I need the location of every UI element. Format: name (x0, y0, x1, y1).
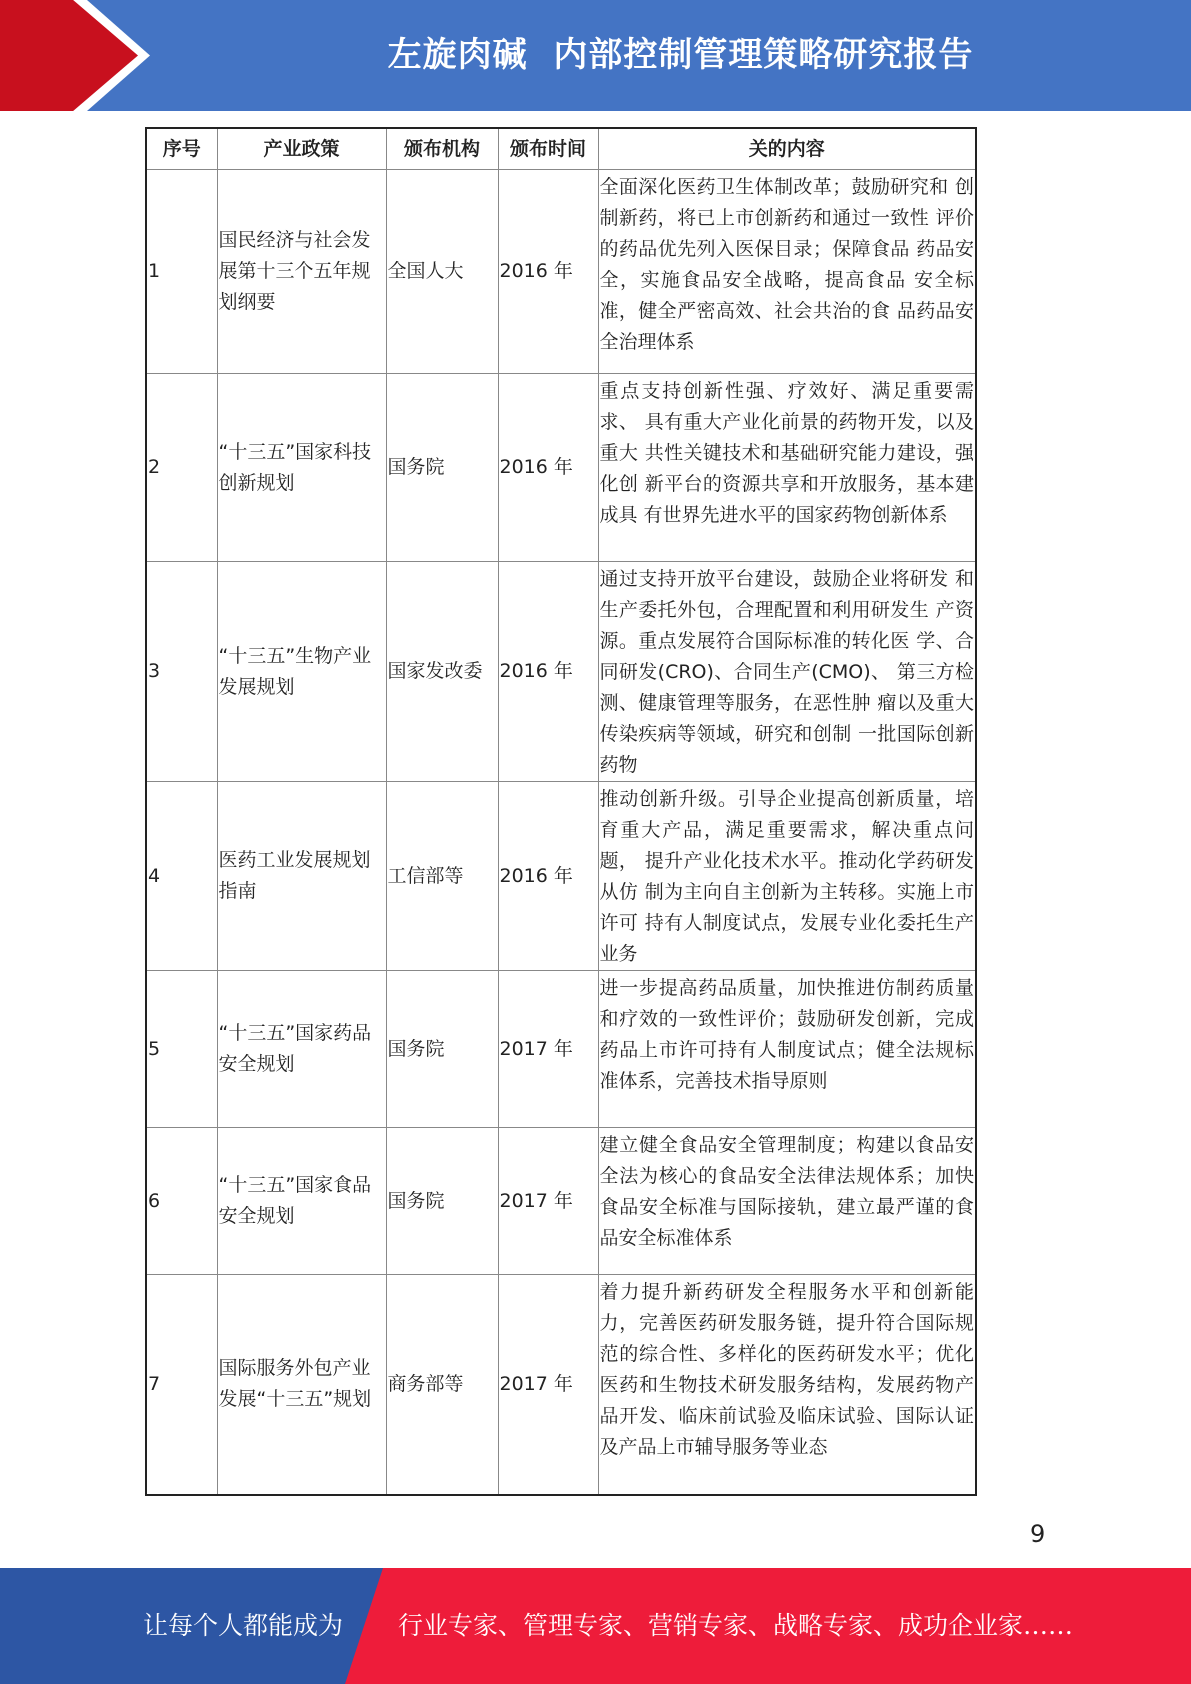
policy-table (145, 127, 977, 1496)
column-header-date: 颁布时间 (498, 128, 598, 170)
column-header-content: 关的内容 (598, 128, 976, 170)
row-agency: 国务院 (386, 971, 498, 1128)
row-index: 7 (146, 1275, 217, 1495)
row-content: 建立健全食品安全管理制度；构建以食品安 全法为核心的食品安全法律法规体系；加快 食品安全标准与国际接轨，建立最严谨的食 品安全标准体系 (598, 1128, 976, 1275)
table-header-row (146, 128, 976, 170)
page-number: 9 (1030, 1520, 1046, 1548)
table-row (146, 170, 976, 374)
row-index: 1 (146, 170, 217, 374)
header-banner (0, 0, 1191, 111)
row-agency: 国务院 (386, 1128, 498, 1275)
row-content: 推动创新升级。引导企业提高创新质量，培 育重大产品，满足重要需求，解决重点问题， 提升产业化技术水平。推动化学药研发从仿 制为主向自主创新为主转移。实施上市许可 持有人制度试点，发展专业化委托生产业务 (598, 782, 976, 971)
column-header-agency: 颁布机构 (386, 128, 498, 170)
row-policy: “十三五”国家食品安全规划 (217, 1128, 386, 1275)
row-content: 全面深化医药卫生体制改革；鼓励研究和 创制新药，将已上市创新药和通过一致性 评价的药品优先列入医保目录；保障食品 药品安全，实施食品安全战略，提高食品 安全标准，健全严密高效、社会共治的食 品药品安全治理体系 (598, 170, 976, 374)
row-date: 2017 年 (498, 1128, 598, 1275)
red-arrow-icon (0, 0, 138, 111)
row-policy: 国际服务外包产业发展“十三五”规划 (217, 1275, 386, 1495)
row-agency: 商务部等 (386, 1275, 498, 1495)
row-content: 重点支持创新性强、疗效好、满足重要需求、 具有重大产业化前景的药物开发，以及重大 共性关键技术和基础研究能力建设，强化创 新平台的资源共享和开放服务，基本建成具 有世界先进水平的国家药物创新体系 (598, 374, 976, 562)
table-row (146, 1275, 976, 1495)
row-content: 着力提升新药研发全程服务水平和创新能 力，完善医药研发服务链，提升符合国际规 范的综合性、多样化的医药研发水平；优化 医药和生物技术研发服务结构，发展药物产 品开发、临床前试验及临床试验、国际认证 及产品上市辅导服务等业态 (598, 1275, 976, 1495)
footer-banner (0, 1568, 1191, 1684)
row-content: 通过支持开放平台建设，鼓励企业将研发 和生产委托外包，合理配置和利用研发生 产资源。重点发展符合国际标准的转化医 学、合同研发(CRO)、合同生产(CMO)、 第三方检测、健康管理等服务，在恶性肿 瘤以及重大传染疾病等领域，研究和创制 一批国际创新药物 (598, 562, 976, 782)
row-index: 6 (146, 1128, 217, 1275)
column-header-policy: 产业政策 (217, 128, 386, 170)
table-row (146, 1128, 976, 1275)
row-date: 2016 年 (498, 374, 598, 562)
row-policy: “十三五”生物产业发展规划 (217, 562, 386, 782)
row-policy: 医药工业发展规划指南 (217, 782, 386, 971)
footer-slogan-left: 让每个人都能成为 (143, 1611, 344, 1640)
row-date: 2016 年 (498, 170, 598, 374)
row-date: 2016 年 (498, 782, 598, 971)
report-title: 左旋肉碱 内部控制管理策略研究报告 (387, 35, 974, 75)
table-row (146, 562, 976, 782)
table-row (146, 374, 976, 562)
row-policy: “十三五”国家药品安全规划 (217, 971, 386, 1128)
table-row (146, 971, 976, 1128)
column-header-index: 序号 (146, 128, 217, 170)
row-agency: 工信部等 (386, 782, 498, 971)
row-date: 2017 年 (498, 971, 598, 1128)
row-content: 进一步提高药品质量，加快推进仿制药质量 和疗效的一致性评价；鼓励研发创新，完成 药品上市许可持有人制度试点；健全法规标 准体系，完善技术指导原则 (598, 971, 976, 1128)
row-index: 5 (146, 971, 217, 1128)
row-agency: 国家发改委 (386, 562, 498, 782)
row-agency: 国务院 (386, 374, 498, 562)
row-policy: 国民经济与社会发展第十三个五年规划纲要 (217, 170, 386, 374)
row-date: 2017 年 (498, 1275, 598, 1495)
row-date: 2016 年 (498, 562, 598, 782)
table-row (146, 782, 976, 971)
row-index: 3 (146, 562, 217, 782)
row-index: 2 (146, 374, 217, 562)
footer-slogan-right: 行业专家、管理专家、营销专家、战略专家、成功企业家…… (398, 1611, 1074, 1640)
row-policy: “十三五”国家科技创新规划 (217, 374, 386, 562)
row-agency: 全国人大 (386, 170, 498, 374)
row-index: 4 (146, 782, 217, 971)
